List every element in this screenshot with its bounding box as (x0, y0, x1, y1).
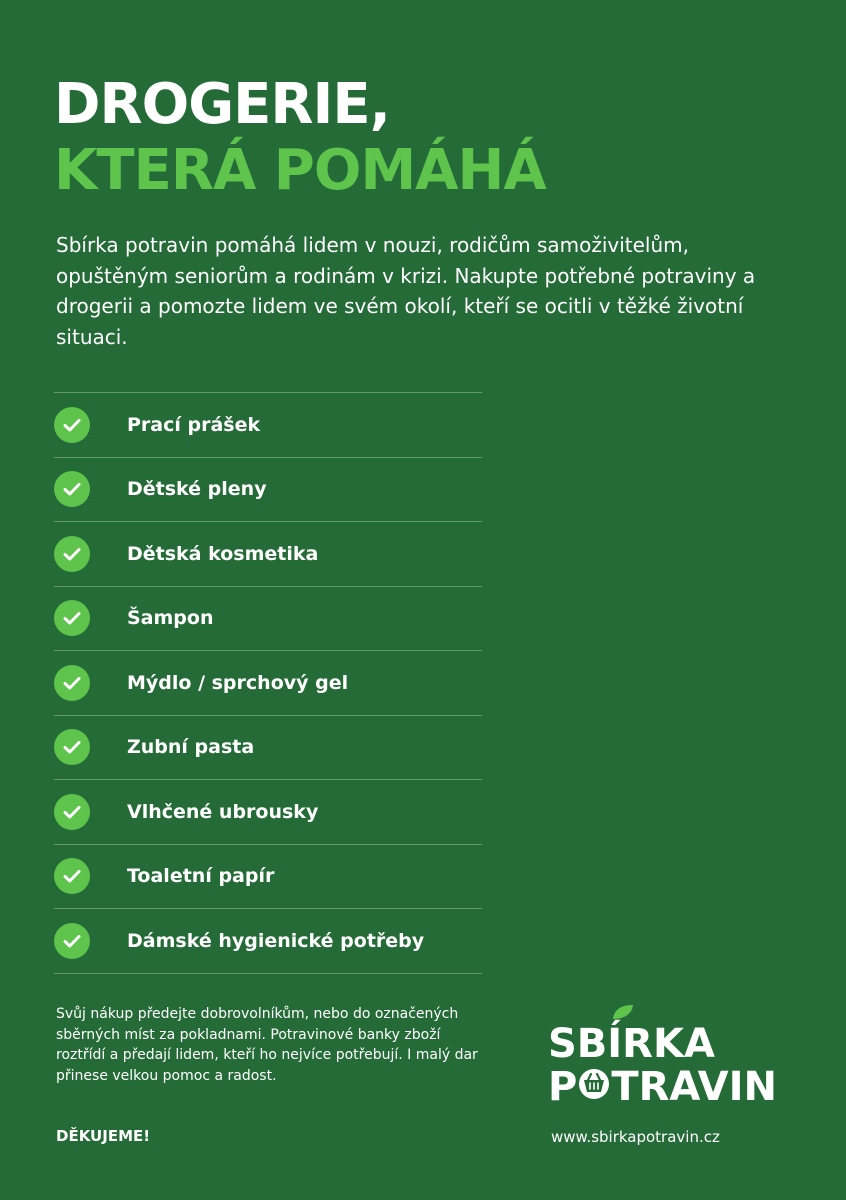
list-item (54, 651, 482, 716)
item-list (54, 392, 482, 974)
page-title (54, 72, 546, 204)
item-label: Šampon (127, 607, 214, 630)
sbirka-potravin-logo (548, 1004, 798, 1108)
logo-line-2-start: P (548, 1064, 578, 1110)
footer-text: Svůj nákup předejte dobrovolníkům, nebo do označených sběrných míst za pokladnami. Potravinové banky zboží roztřídí a předají lidem, kteří ho nejvíce potřebují. I malý dar přinese velkou pomoc a radost. (56, 1006, 478, 1084)
title-line-1: DROGERIE, (54, 72, 390, 137)
intro-paragraph: Sbírka potravin pomáhá lidem v nouzi, rodičům samoživitelům, opuštěným seniorům a rodinám v krizi. Nakupte potřebné potraviny a drogerii a pomozte lidem ve svém okolí, kteří se ocitli v těžké životní situaci. (56, 233, 756, 349)
check-circle-icon (54, 729, 90, 765)
list-item (54, 587, 482, 652)
list-item (54, 845, 482, 910)
logo-line-2-end: TRAVIN (611, 1064, 777, 1110)
website-url: www.sbirkapotravin.cz (551, 1128, 720, 1146)
list-item (54, 522, 482, 587)
basket-icon (577, 1068, 611, 1100)
item-label: Dětská kosmetika (127, 542, 319, 565)
list-item (54, 716, 482, 781)
item-label: Prací prášek (127, 413, 261, 436)
title-line-2: KTERÁ POMÁHÁ (54, 138, 546, 203)
check-circle-icon (54, 600, 90, 636)
item-label: Dámské hygienické potřeby (127, 929, 425, 952)
check-circle-icon (54, 858, 90, 894)
check-circle-icon (54, 471, 90, 507)
list-item (54, 780, 482, 845)
list-item (54, 458, 482, 523)
check-circle-icon (54, 665, 90, 701)
check-circle-icon (54, 923, 90, 959)
list-item (54, 909, 482, 974)
item-label: Toaletní papír (127, 865, 275, 888)
check-circle-icon (54, 794, 90, 830)
item-label: Mýdlo / sprchový gel (127, 671, 349, 694)
leaf-icon (612, 1004, 634, 1020)
logo-line-1: SBÍRKA (548, 1021, 715, 1067)
item-label: Dětské pleny (127, 478, 267, 501)
item-label: Zubní pasta (127, 736, 255, 759)
check-circle-icon (54, 536, 90, 572)
item-label: Vlhčené ubrousky (127, 800, 319, 823)
list-item (54, 393, 482, 458)
logo-line-2 (548, 1065, 777, 1109)
thanks-text: DĚKUJEME! (56, 1127, 151, 1145)
check-circle-icon (54, 407, 90, 443)
